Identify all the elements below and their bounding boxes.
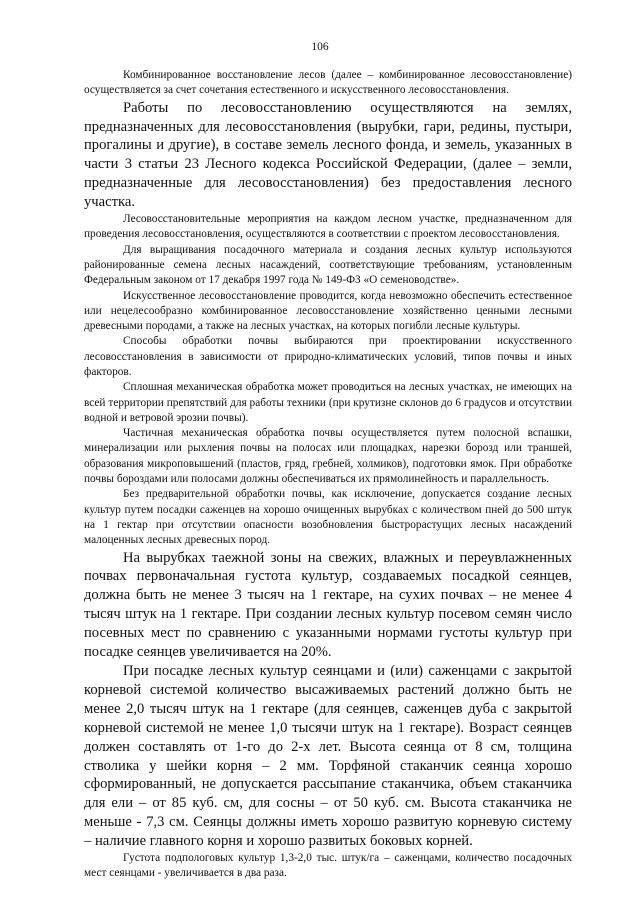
body-paragraph: На вырубках таежной зоны на свежих, влажных и переувлажненных почвах первоначальная густота культур, создаваемых посадкой сеянцев, должна быть не менее 3 тысяч на 1 гектаре, на сухих почвах – не менее 4 тысяч штук на 1 гектаре. При создании лесных культур посевом семян число посевных мест по сравнению с указанными нормами густоты культур при посадке сеянцев увеличивается на 20%. <box>84 549 572 661</box>
body-paragraph: При посадке лесных культур сеянцами и (или) саженцами с закрытой корневой системой количество высаживаемых растений должно быть не менее 2,0 тысяч штук на 1 гектаре (для сеянцев, саженцев дуба с закрытой корневой системой не менее 1,0 тысячи штук на 1 гектаре). Возраст сеянцев должен составлять от 1-го до 2-х лет. Высота сеянца от 8 см, толщина стволика у шейки корня – 2 мм. Торфяной стаканчик сеянца хорошо сформированный, не допускается рассыпание стаканчика, объем стаканчика для ели – от 85 куб. см, для сосны – от 50 куб. см. Высота стаканчика не меньше - 7,3 см. Сеянцы должны иметь хорошо развитую корневую систему – наличие главного корня и хорошо развитых боковых корней. <box>84 663 572 850</box>
body-paragraph: Для выращивания посадочного материала и создания лесных культур используются районированные семена лесных насаждений, соответствующие требованиям, установленным Федеральным законом от 17 декабря 1997 года № 149-ФЗ «О семеноводстве». <box>84 243 572 287</box>
body-paragraph: Без предварительной обработки почвы, как исключение, допускается создание лесных культур путем посадки саженцев на хорошо очищенных вырубках с количеством пней до 500 штук на 1 гектар при отсутствии опасности возобновления быстрорастущих лесных насаждений малоценных лесных древесных пород. <box>84 488 572 547</box>
document-body <box>84 68 572 882</box>
body-paragraph: Сплошная механическая обработка может проводиться на лесных участках, не имеющих на всей территории препятствий для работы техники (при крутизне склонов до 6 градусов и отсутствии водной и ветровой эрозии почвы). <box>84 381 572 424</box>
body-paragraph: Способы обработки почвы выбираются при проектировании искусственного лесовосстановления в зависимости от природно-климатических условий, типов почвы и иных факторов. <box>84 335 572 378</box>
body-paragraph: Работы по лесовосстановлению осуществляются на землях, предназначенных для лесовосстановления (вырубки, гари, редины, пустыри, прогалины и другие), в составе земель лесного фонда, и земель, указанных в части 3 статьи 23 Лесного кодекса Российской Федерации, (далее – земли, предназначенные для лесовосстановления) без предоставления лесного участка. <box>84 99 572 211</box>
page-number: 106 <box>311 41 329 53</box>
body-paragraph: Искусственное лесовосстановление проводится, когда невозможно обеспечить естественное или нецелесообразно комбинированное лесовосстановление хозяйственно ценными лесными древесными породами, а также на лесных участках, на которых погибли лесные культуры. <box>84 289 572 333</box>
body-paragraph: Частичная механическая обработка почвы осуществляется путем полосной вспашки, минерализации или рыхления почвы на полосах или площадках, нарезки борозд или траншей, образования микроповышений (пластов, гряд, гребней, холмиков), подготовки ямок. При обработке почвы бороздами или полосами должны обеспечиваться их прямолинейность и параллельность. <box>84 427 572 486</box>
body-paragraph: Густота подпологовых культур 1,3-2,0 тыс. штук/га – саженцами, количество посадочных мест сеянцами - увеличивается в два раза. <box>84 852 572 880</box>
body-paragraph: Лесовосстановительные мероприятия на каждом лесном участке, предназначенном для проведения лесовосстановления, осуществляются в соответствии с проектом лесовосстановления. <box>84 213 572 241</box>
body-paragraph: Комбинированное восстановление лесов (далее – комбинированное лесовосстановление) осуществляется за счет сочетания естественного и искусственного лесовосстановления. <box>84 69 572 97</box>
